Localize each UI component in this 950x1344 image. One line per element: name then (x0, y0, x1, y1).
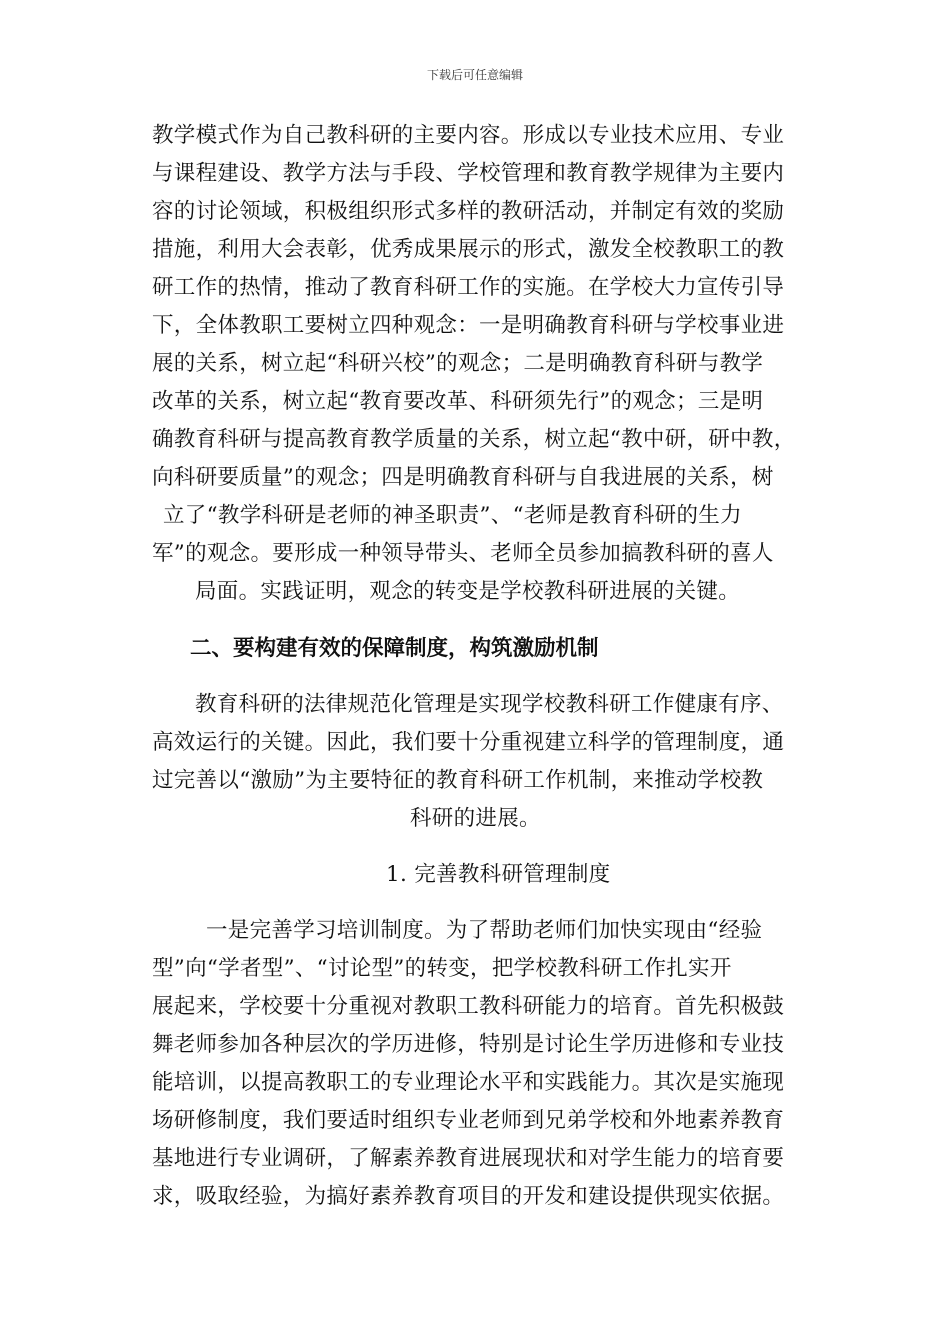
paragraph-line: 局面。实践证明，观念的转变是学校教科研进展的关键。 (195, 579, 741, 604)
section-heading: 二、要构建有效的保障制度，构筑激励机制 (190, 636, 599, 661)
paragraph-line: 与课程建设、教学方法与手段、学校管理和教育教学规律为主要内 (152, 161, 785, 186)
paragraph-line: 立了“教学科研是老师的神圣职责”、“老师是教育科研的生力 (163, 503, 742, 528)
paragraph-line: 场研修制度，我们要适时组织专业老师到兄弟学校和外地素养教育 (152, 1108, 785, 1133)
paragraph-line: 基地进行专业调研，了解素养教育进展现状和对学生能力的培育要 (152, 1146, 785, 1171)
paragraph-line: 高效运行的关键。因此，我们要十分重视建立科学的管理制度，通 (152, 730, 785, 755)
paragraph-line: 向科研要质量”的观念；四是明确教育科研与自我进展的关系，树 (152, 465, 774, 490)
paragraph-line: 教育科研的法律规范化管理是实现学校教科研工作健康有序、 (195, 692, 784, 717)
paragraph-line: 军”的观念。要形成一种领导带头、老师全员参加搞教科研的喜人 (152, 541, 774, 566)
paragraph-line: 措施，利用大会表彰，优秀成果展示的形式，激发全校教职工的教 (152, 237, 785, 262)
paragraph-line: 舞老师参加各种层次的学历进修，特别是讨论生学历进修和专业技 (152, 1032, 785, 1057)
paragraph-line: 求，吸取经验，为搞好素养教育项目的开发和建设提供现实依据。 (152, 1184, 785, 1209)
paragraph-line: 确教育科研与提高教育教学质量的关系，树立起“教中研，研中教， (152, 427, 796, 452)
paragraph-line: 展起来，学校要十分重视对教职工教科研能力的培育。首先积极鼓 (152, 994, 785, 1019)
paragraph-line: 改革的关系，树立起“教育要改革、科研须先行”的观念；三是明 (152, 389, 764, 414)
subsection-heading: 1. 完善教科研管理制度 (386, 862, 611, 887)
paragraph-line: 展的关系，树立起“科研兴校”的观念；二是明确教育科研与教学 (152, 351, 764, 376)
paragraph-line: 科研的进展。 (410, 806, 541, 831)
paragraph-line: 下，全体教职工要树立四种观念：一是明确教育科研与学校事业进 (152, 313, 785, 338)
paragraph-line: 型”向“学者型”、“讨论型”的转变，把学校教科研工作扎实开 (152, 956, 732, 981)
paragraph-line: 一是完善学习培训制度。为了帮助老师们加快实现由“经验 (206, 918, 763, 943)
paragraph-line: 能培训，以提高教职工的专业理论水平和实践能力。其次是实施现 (152, 1070, 785, 1095)
paragraph-line: 容的讨论领域，积极组织形式多样的教研活动，并制定有效的奖励 (152, 199, 785, 224)
page-header: 下载后可任意编辑 (426, 68, 523, 82)
paragraph-line: 教学模式作为自己教科研的主要内容。形成以专业技术应用、专业 (152, 123, 785, 148)
paragraph-line: 过完善以“激励”为主要特征的教育科研工作机制，来推动学校教 (152, 768, 764, 793)
paragraph-line: 研工作的热情，推动了教育科研工作的实施。在学校大力宣传引导 (152, 275, 785, 300)
